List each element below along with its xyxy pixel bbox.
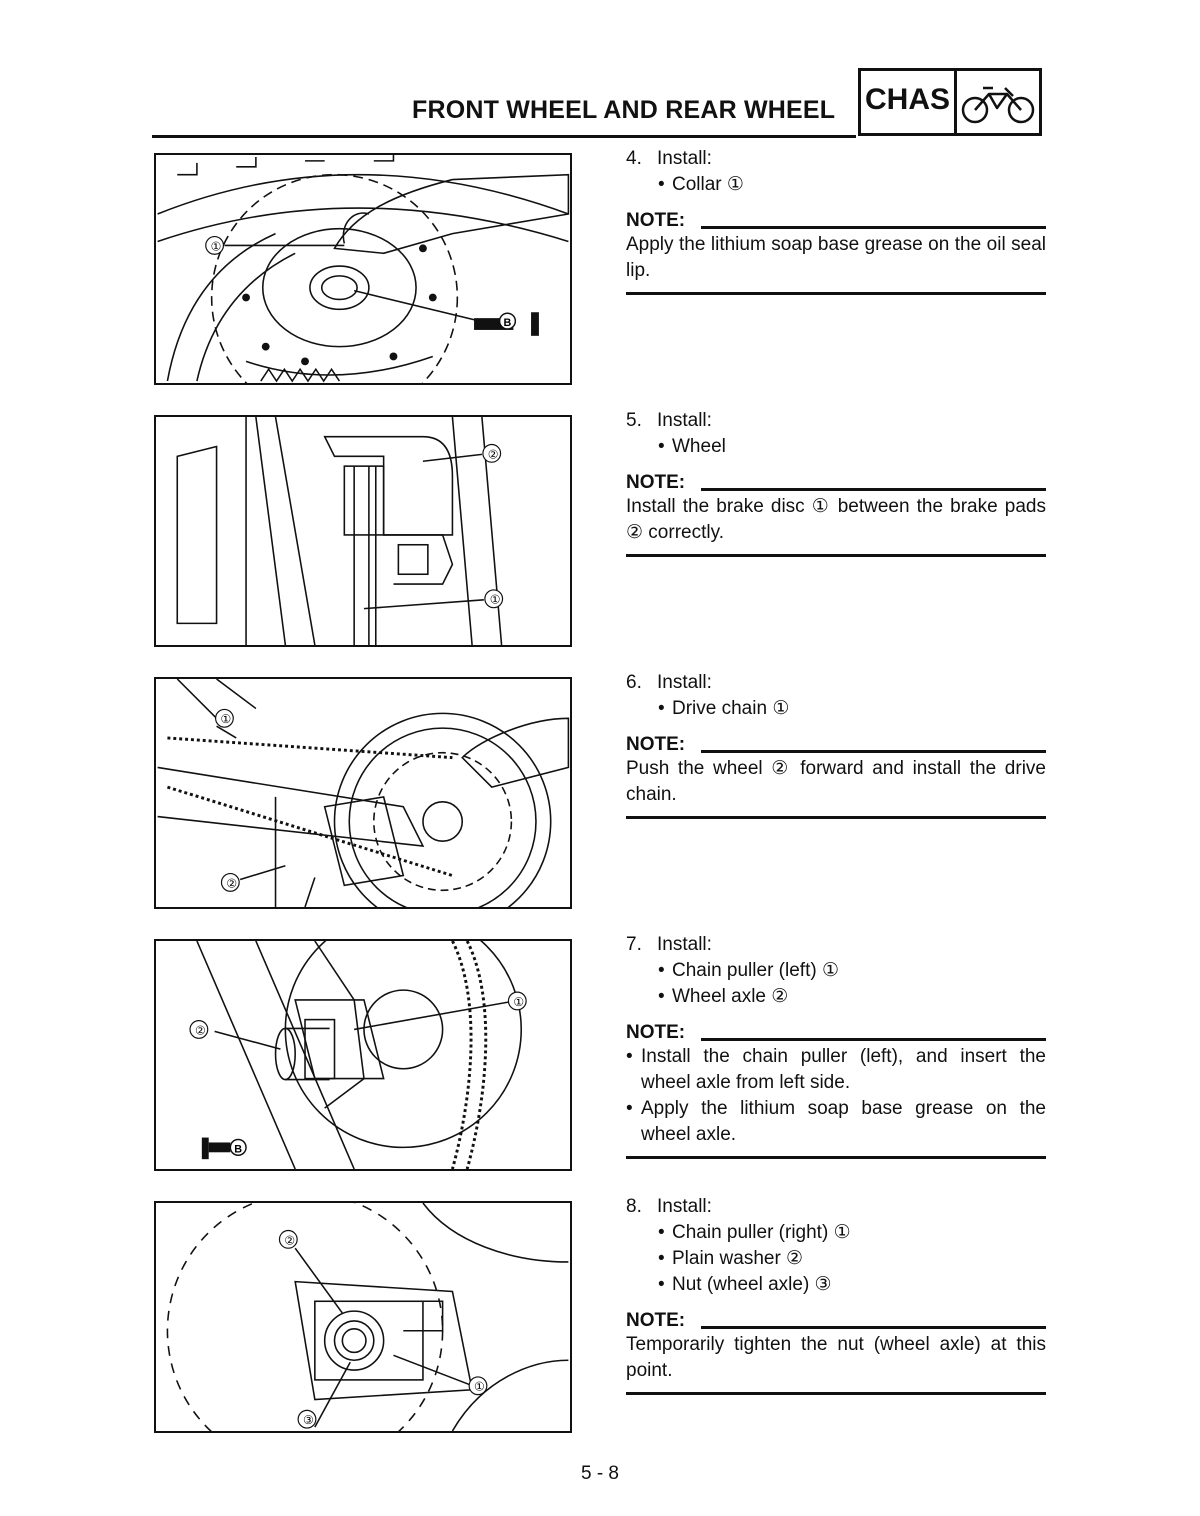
step-number: 5. [626,410,642,431]
callout-2: ② [487,448,499,462]
step-4 [626,146,1046,295]
note-header [626,734,1046,756]
note-rule [701,488,1046,491]
note-text: Install the brake disc ① between the brake pads ② correctly. [626,496,1046,543]
item-list [626,172,1046,198]
step-number: 7. [626,934,642,955]
callout-1: ① [220,713,232,727]
list-item: • Nut (wheel axle) ③ [626,1272,1046,1298]
note-header [626,210,1046,232]
figure-collar-install [154,153,572,385]
list-item: • Wheel axle ② [626,984,1046,1010]
list-item: • Drive chain ① [626,696,1046,722]
callout-2: ② [194,1024,206,1038]
note-label: NOTE: [626,472,686,493]
step-8 [626,1194,1046,1395]
callout-b: B [234,1143,243,1156]
callout-3: ③ [303,1414,314,1428]
step-6 [626,670,1046,819]
header-rule [152,135,856,138]
list-item: • Collar ① [626,172,1046,198]
callout-1: ① [210,240,222,254]
note-bullet: • Apply the lithium soap base grease on the wheel axle. [626,1096,1046,1148]
figure-chain-puller-left [154,939,572,1171]
step-action: Install: [657,148,712,169]
section-code: CHAS [861,71,957,133]
section-badge [858,68,1042,136]
callout-2: ② [226,877,237,891]
note-header [626,1310,1046,1332]
step-action: Install: [657,1196,712,1217]
note-rule [701,750,1046,753]
step-number: 4. [626,148,642,169]
item-list [626,434,1046,460]
note-end-rule [626,554,1046,557]
note-rule [701,1326,1046,1329]
list-item: • Wheel [626,434,1046,460]
step-action: Install: [657,672,712,693]
item-list [626,1220,1046,1298]
page-title: FRONT WHEEL AND REAR WHEEL [412,96,836,124]
note-label: NOTE: [626,734,686,755]
callout-1: ① [474,1380,485,1394]
step-action: Install: [657,934,712,955]
item-list [626,958,1046,1010]
note-text: Push the wheel ② forward and install the drive chain. [626,758,1046,805]
step-number: 8. [626,1196,642,1217]
step-action: Install: [657,410,712,431]
list-item: • Plain washer ② [626,1246,1046,1272]
note-end-rule [626,1156,1046,1159]
figure-drive-chain-install [154,677,572,909]
note-rule [701,1038,1046,1041]
page-number: 5 - 8 [580,1463,620,1484]
note-rule [701,226,1046,229]
step-5 [626,408,1046,557]
callout-2: ② [284,1234,295,1248]
callout-1: ① [489,593,501,607]
motorcycle-icon [957,71,1039,133]
note-end-rule [626,1392,1046,1395]
item-list [626,696,1046,722]
callout-1: ① [513,995,524,1009]
note-bullet: • Install the chain puller (left), and insert the wheel axle from left side. [626,1044,1046,1096]
note-text: Apply the lithium soap base grease on the oil seal lip. [626,234,1046,281]
step-number: 6. [626,672,642,693]
note-label: NOTE: [626,1022,686,1043]
callout-b: B [503,317,512,329]
note-label: NOTE: [626,210,686,231]
list-item: • Chain puller (left) ① [626,958,1046,984]
note-end-rule [626,292,1046,295]
figure-chain-puller-right [154,1201,572,1433]
step-7 [626,932,1046,1159]
figure-wheel-install [154,415,572,647]
note-header [626,472,1046,494]
note-header [626,1022,1046,1044]
note-end-rule [626,816,1046,819]
note-text: Temporarily tighten the nut (wheel axle) at this point. [626,1334,1046,1381]
note-bullet-list [626,1044,1046,1148]
list-item: • Chain puller (right) ① [626,1220,1046,1246]
note-label: NOTE: [626,1310,686,1331]
